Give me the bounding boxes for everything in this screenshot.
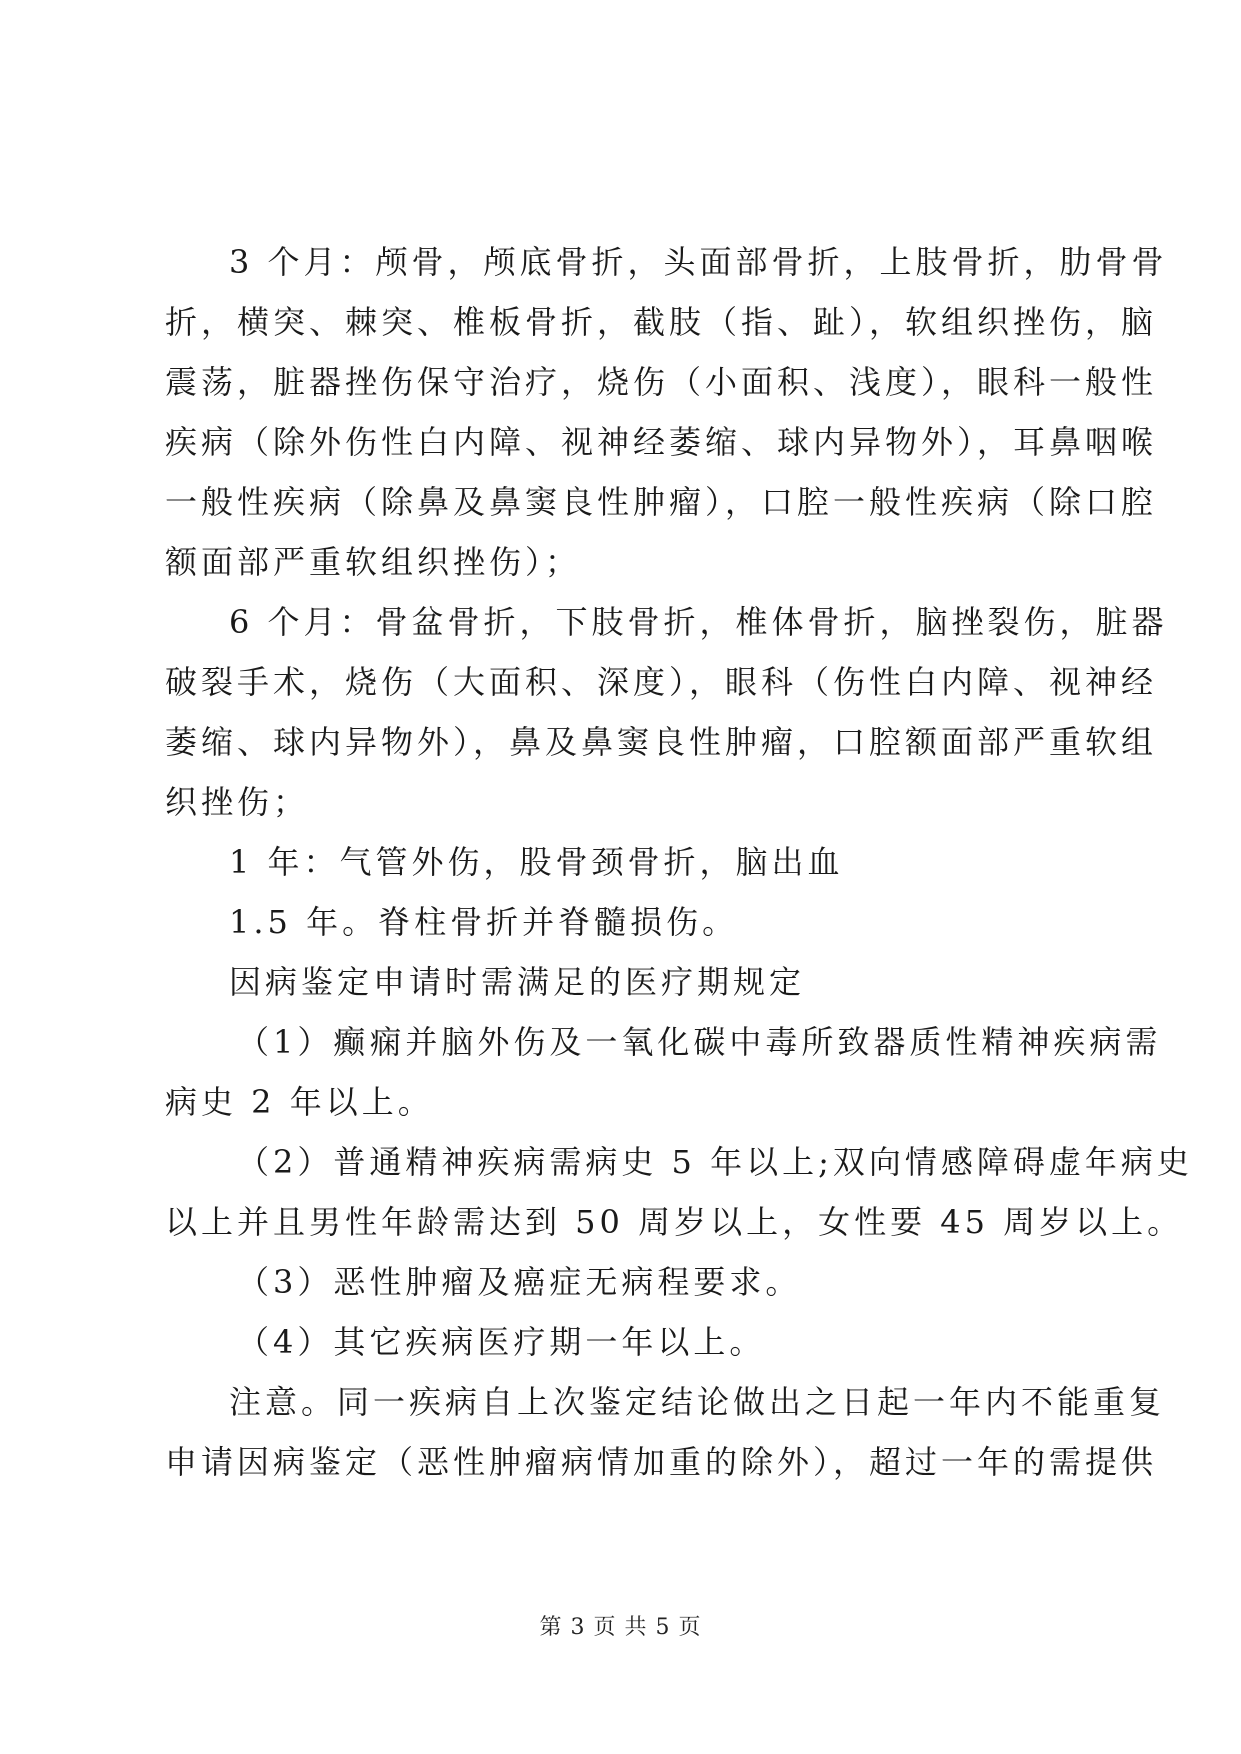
text-line: 疾病（除外伤性白内障、视神经萎缩、球内异物外），耳鼻咽喉 [165,423,1158,461]
text-line: 6 个月：骨盆骨折，下肢骨折，椎体骨折，脑挫裂伤，脏器 [229,603,1168,641]
text-line: 1.5 年。脊柱骨折并脊髓损伤。 [229,903,739,941]
text-line: 因病鉴定申请时需满足的医疗期规定 [229,963,806,1001]
text-line: 以上并且男性年龄需达到 50 周岁以上，女性要 45 周岁以上。 [165,1203,1184,1241]
list-item-3 [165,1252,1085,1312]
paragraph-1-5-years [165,892,1085,952]
text-line: （4）其它疾病医疗期一年以上。 [237,1323,766,1361]
text-line: 破裂手术，烧伤（大面积、深度），眼科（伤性白内障、视神经 [165,663,1158,701]
text-line: （1）癫痫并脑外伤及一氧化碳中毒所致器质性精神疾病需 [237,1023,1162,1061]
list-item-4 [165,1312,1085,1372]
text-line: 申请因病鉴定（恶性肿瘤病情加重的除外），超过一年的需提供 [165,1443,1158,1481]
paragraph-1-year [165,832,1085,892]
text-line: 折，横突、棘突、椎板骨折，截肢（指、趾），软组织挫伤，脑 [165,303,1158,341]
page-number-footer: 第 3 页 共 5 页 [539,1615,702,1640]
text-line: 一般性疾病（除鼻及鼻窦良性肿瘤），口腔一般性疾病（除口腔 [165,483,1158,521]
text-line: 织挫伤； [165,783,310,821]
document-body [165,232,1193,1492]
text-line: 病史 2 年以上。 [165,1083,434,1121]
section-heading [165,952,1085,1012]
text-line: 3 个月：颅骨，颅底骨折，头面部骨折，上肢骨折，肋骨骨 [229,243,1168,281]
text-line: （3）恶性肿瘤及癌症无病程要求。 [237,1263,802,1301]
text-line: 1 年：气管外伤，股骨颈骨折，脑出血 [229,843,844,881]
paragraph-note [165,1372,1166,1492]
list-item-1 [165,1012,1162,1132]
text-line: 额面部严重软组织挫伤）； [165,543,582,581]
list-item-2 [165,1132,1193,1252]
text-line: 注意。同一疾病自上次鉴定结论做出之日起一年内不能重复 [229,1383,1166,1421]
paragraph-3-months [165,232,1168,592]
text-line: （2）普通精神疾病需病史 5 年以上;双向情感障碍虚年病史 [237,1143,1193,1181]
text-line: 萎缩、球内异物外），鼻及鼻窦良性肿瘤，口腔额面部严重软组 [165,723,1158,761]
paragraph-6-months [165,592,1168,832]
text-line: 震荡，脏器挫伤保守治疗，烧伤（小面积、浅度），眼科一般性 [165,363,1158,401]
